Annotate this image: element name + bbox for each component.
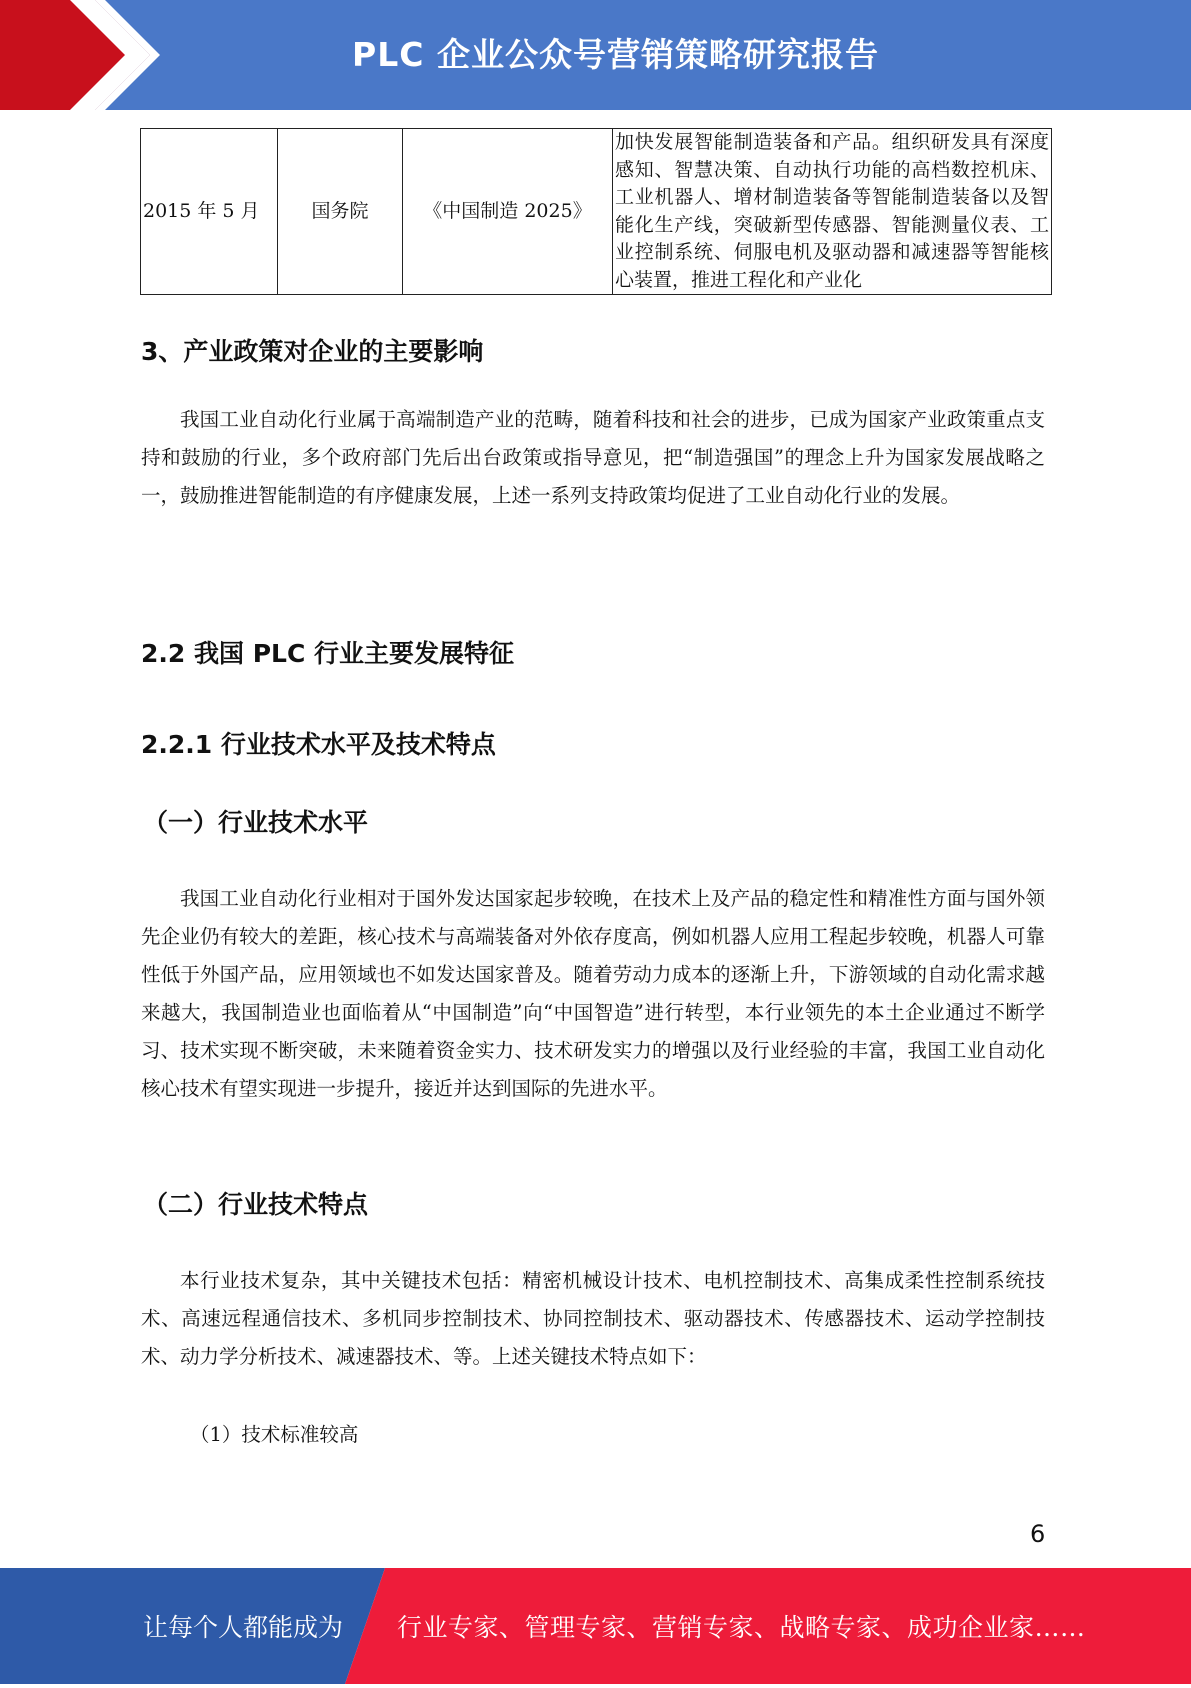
policy-table [140, 128, 1052, 295]
report-title: PLC 企业公众号营销策略研究报告 [352, 35, 879, 74]
footer-slogan-left: 让每个人都能成为 [143, 1613, 344, 1642]
page-footer [0, 1568, 1191, 1684]
section-heading-policy-impact: 3、产业政策对企业的主要影响 [141, 337, 484, 366]
table-row [141, 129, 1052, 295]
footer-slogan-right: 行业专家、管理专家、营销专家、战略专家、成功企业家…… [397, 1613, 1086, 1642]
subheading-tech-features: （二）行业技术特点 [143, 1190, 369, 1219]
cell-document: 《中国制造 2025》 [403, 129, 613, 295]
page-number: 6 [1030, 1520, 1046, 1548]
cell-content: 加快发展智能制造装备和产品。组织研发具有深度感知、智慧决策、自动执行功能的高档数控机床、工业机器人、增材制造装备等智能制造装备以及智能化生产线，突破新型传感器、智能测量仪表、工业控制系统、伺服电机及驱动器和减速器等智能核心装置，推进工程化和产业化 [613, 129, 1052, 295]
paragraph-tech-features: 本行业技术复杂，其中关键技术包括：精密机械设计技术、电机控制技术、高集成柔性控制系统技术、高速远程通信技术、多机同步控制技术、协同控制技术、驱动器技术、传感器技术、运动学控制技术、动力学分析技术、减速器技术、等。上述关键技术特点如下： [141, 1269, 1045, 1368]
paragraph-policy-impact: 我国工业自动化行业属于高端制造产业的范畴，随着科技和社会的进步，已成为国家产业政策重点支持和鼓励的行业，多个政府部门先后出台政策或指导意见，把“制造强国”的理念上升为国家发展战略之一，鼓励推进智能制造的有序健康发展，上述一系列支持政策均促进了工业自动化行业的发展。 [141, 408, 1045, 507]
cell-issuer: 国务院 [278, 129, 403, 295]
section-heading-2-2-1: 2.2.1 行业技术水平及技术特点 [141, 730, 496, 759]
section-heading-2-2: 2.2 我国 PLC 行业主要发展特征 [141, 639, 514, 668]
paragraph-tech-level: 我国工业自动化行业相对于国外发达国家起步较晚，在技术上及产品的稳定性和精准性方面与国外领先企业仍有较大的差距，核心技术与高端装备对外依存度高，例如机器人应用工程起步较晚，机器人可靠性低于外国产品，应用领域也不如发达国家普及。随着劳动力成本的逐渐上升，下游领域的自动化需求越来越大，我国制造业也面临着从“中国制造”向“中国智造”进行转型，本行业领先的本土企业通过不断学习、技术实现不断突破，未来随着资金实力、技术研发实力的增强以及行业经验的丰富，我国工业自动化核心技术有望实现进一步提升，接近并达到国际的先进水平。 [141, 887, 1045, 1100]
cell-date: 2015 年 5 月 [141, 129, 278, 295]
list-item-tech-standard: （1）技术标准较高 [190, 1423, 359, 1446]
page-header [0, 0, 1191, 110]
subheading-tech-level: （一）行业技术水平 [143, 808, 369, 837]
